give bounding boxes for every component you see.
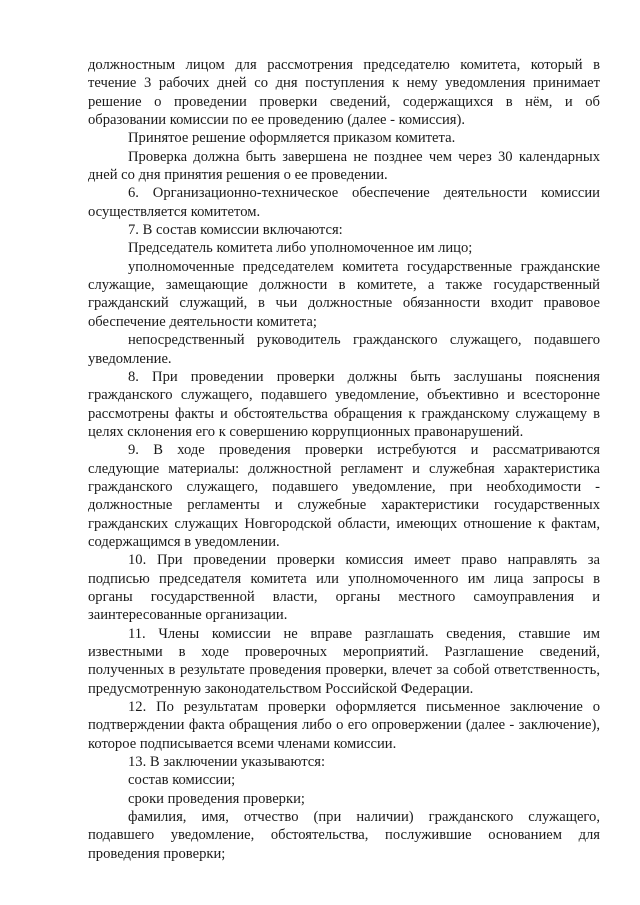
paragraph-item-7-servants: уполномоченные председателем комитета государственные гражданские служащие, замещающие должности в комитете, а также государственный гражданский служащий, в чьи должностные обязанности входит правовое обеспечение деятельности комитета; xyxy=(88,258,600,330)
paragraph-item-9: 9. В ходе проведения проверки истребуются и рассматриваются следующие материалы: должностной регламент и служебная характеристика гражданского служащего, подавшего уведомление, при необходимости - должностные регламенты и служебные характеристики государственных гражданских служащих Новгородской области, имеющих отношение к фактам, содержащимся в уведомлении. xyxy=(88,442,600,550)
paragraph-item-11: 11. Члены комиссии не вправе разглашать сведения, ставшие им известными в ходе проверочных мероприятий. Разглашение сведений, полученных в результате проведения проверки, влечет за собой ответственность, предусмотренную законодательством Российской Федерации. xyxy=(88,625,600,697)
paragraph-item-6: 6. Организационно-техническое обеспечение деятельности комиссии осуществляется комитетом. xyxy=(88,185,600,220)
document-page xyxy=(88,56,600,863)
paragraph-item-13-composition: состав комиссии; xyxy=(128,772,236,789)
paragraph-item-7-chair: Председатель комитета либо уполномоченное им лицо; xyxy=(128,240,473,257)
paragraph-item-8: 8. При проведении проверки должны быть заслушаны пояснения гражданского служащего, подавшего уведомление, объективно и всесторонне рассмотрены факты и обстоятельства обращения к гражданскому служащему в целях склонения его к совершению коррупционных правонарушений. xyxy=(88,368,600,440)
paragraph-item-13-dates: сроки проведения проверки; xyxy=(128,790,305,807)
paragraph-decision-order: Принятое решение оформляется приказом комитета. xyxy=(128,130,456,147)
paragraph-item-10: 10. При проведении проверки комиссия имеет право направлять за подписью председателя комитета или уполномоченного им лица запросы в органы государственной власти, органы местного самоуправления и заинтересованные организации. xyxy=(88,552,600,624)
paragraph-item-13-servant-name: фамилия, имя, отчество (при наличии) гражданского служащего, подавшего уведомление, обстоятельства, послужившие основанием для проведения проверки; xyxy=(88,809,600,862)
paragraph-item-7-supervisor: непосредственный руководитель гражданского служащего, подавшего уведомление. xyxy=(88,332,600,367)
paragraph-item-7: 7. В состав комиссии включаются: xyxy=(128,222,343,239)
paragraph-item-12: 12. По результатам проверки оформляется письменное заключение о подтверждении факта обращения либо о его опровержении (далее - заключение), которое подписывается всеми членами комиссии. xyxy=(88,699,600,752)
paragraph-item-13: 13. В заключении указываются: xyxy=(128,754,326,771)
paragraph-check-deadline: Проверка должна быть завершена не позднее чем через 30 календарных дней со дня принятия решения о ее проведении. xyxy=(88,148,600,184)
paragraph-continuation: должностным лицом для рассмотрения председателю комитета, который в течение 3 рабочих дней со дня поступления к нему уведомления принимает решение о проведении проверки сведений, содержащихся в нём, и об образовании комиссии по ее проведению (далее - комиссия). xyxy=(88,57,600,129)
